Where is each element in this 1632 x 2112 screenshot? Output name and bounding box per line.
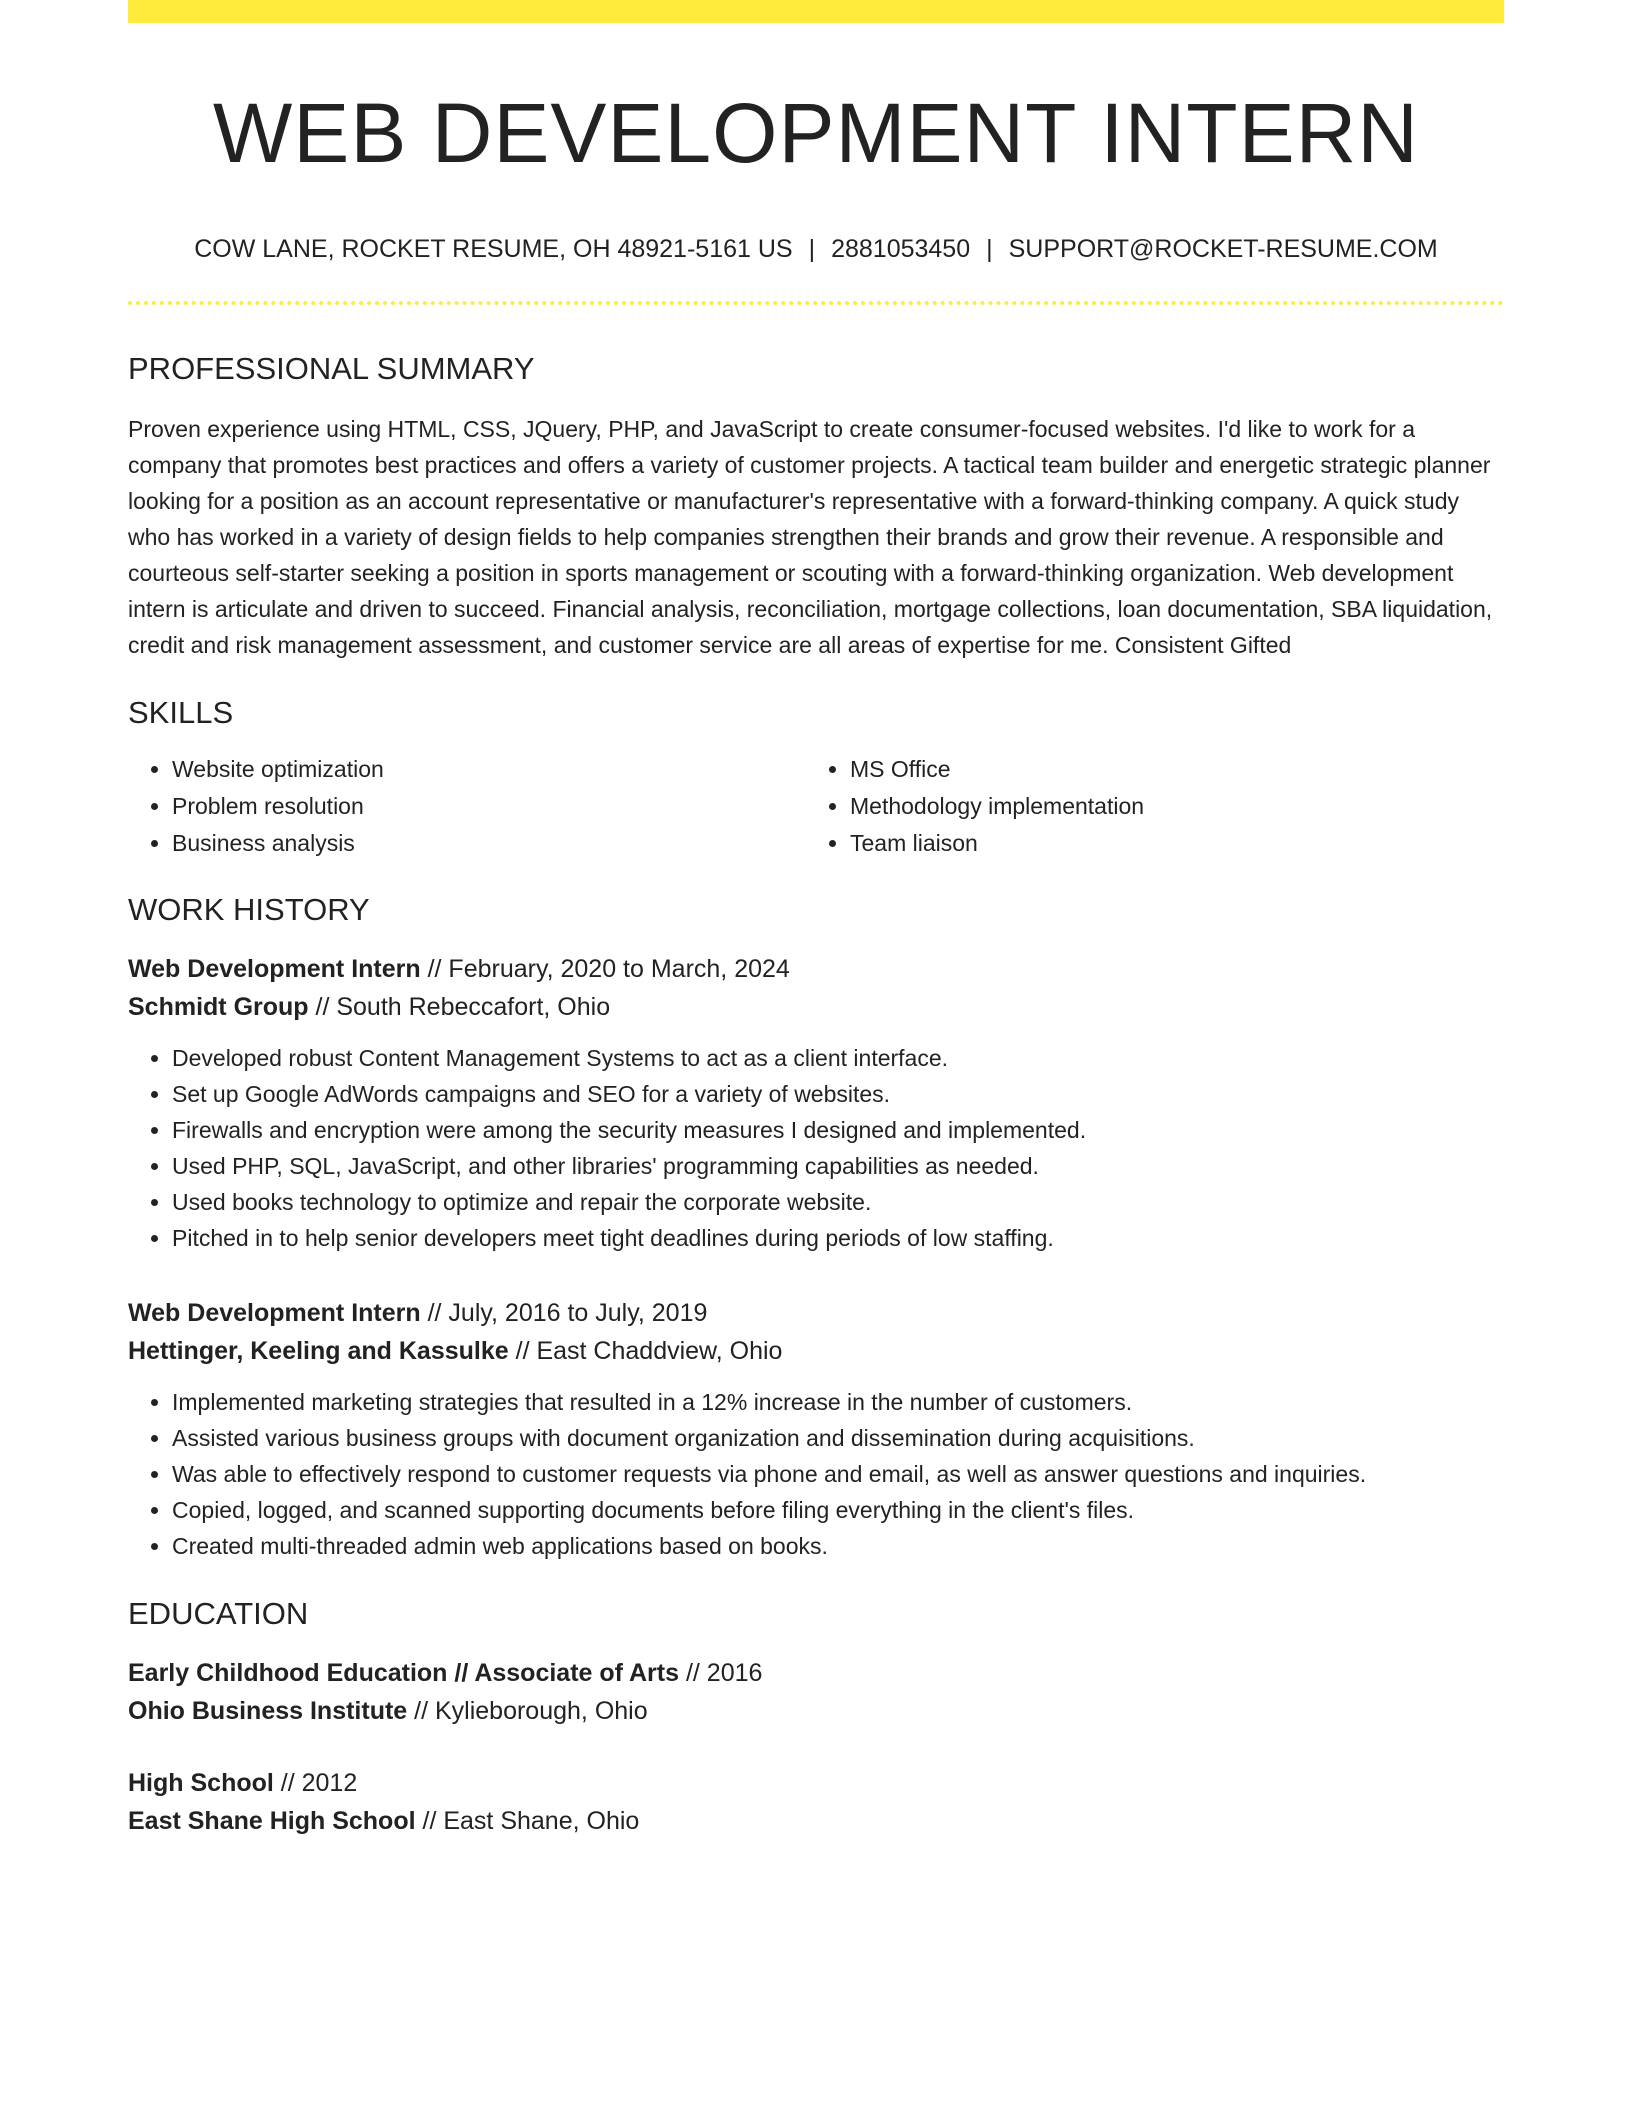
summary-heading: PROFESSIONAL SUMMARY: [128, 351, 535, 386]
skill-item: • MS Office: [850, 751, 1484, 788]
skill-item: • Problem resolution: [172, 788, 806, 825]
contact-email: SUPPORT@ROCKET-RESUME.COM: [1008, 235, 1438, 263]
skills-column-left: [128, 751, 806, 862]
job-company-line: [128, 1332, 1504, 1370]
education-year: // 2012: [273, 1769, 358, 1797]
job-bullet: • Copied, logged, and scanned supporting documents before filing everything in the client's files.: [172, 1492, 1504, 1528]
education-heading: EDUCATION: [128, 1596, 309, 1631]
job-bullet: • Developed robust Content Management Systems to act as a client interface.: [172, 1040, 1504, 1076]
education-school: Ohio Business Institute: [128, 1697, 408, 1725]
job-bullet: • Used books technology to optimize and repair the corporate website.: [172, 1184, 1504, 1220]
education-school-line: [128, 1802, 1504, 1840]
contact-address: COW LANE, ROCKET RESUME, OH 48921-5161 US: [194, 235, 793, 263]
contact-line: [128, 233, 1504, 265]
job-company: Hettinger, Keeling and Kassulke: [128, 1337, 509, 1365]
education-degree-line: [128, 1764, 1504, 1802]
contact-separator: |: [808, 235, 816, 263]
education-school: East Shane High School: [128, 1807, 416, 1835]
job-entry: [128, 1294, 1504, 1564]
job-title: Web Development Intern: [128, 1299, 421, 1327]
skills-column-right: [806, 751, 1484, 862]
job-company-line: [128, 988, 1504, 1026]
job-title-line: [128, 1294, 1504, 1332]
education-degree: Early Childhood Education // Associate of Arts: [128, 1659, 680, 1687]
job-bullet: • Firewalls and encryption were among the security measures I designed and implemented.: [172, 1112, 1504, 1148]
resume-page: [128, 0, 1504, 1840]
skill-item: • Business analysis: [172, 825, 806, 862]
skill-item: • Methodology implementation: [850, 788, 1484, 825]
work-history-heading: WORK HISTORY: [128, 892, 370, 927]
education-location: // East Shane, Ohio: [415, 1807, 640, 1835]
job-bullet: • Used PHP, SQL, JavaScript, and other libraries' programming capabilities as needed.: [172, 1148, 1504, 1184]
job-entry: [128, 950, 1504, 1256]
resume-title: WEB DEVELOPMENT INTERN: [213, 86, 1419, 180]
job-bullet: • Implemented marketing strategies that resulted in a 12% increase in the number of customers.: [172, 1384, 1504, 1420]
skill-item: • Website optimization: [172, 751, 806, 788]
job-bullets: [128, 1040, 1504, 1256]
accent-bar: [128, 0, 1504, 23]
education-school-line: [128, 1692, 1504, 1730]
skill-item: • Team liaison: [850, 825, 1484, 862]
job-bullet: • Assisted various business groups with document organization and dissemination during acquisitions.: [172, 1420, 1504, 1456]
dotted-divider: [128, 301, 1504, 305]
skills-list: [128, 751, 1504, 862]
job-location: // East Chaddview, Ohio: [508, 1337, 783, 1365]
job-bullet: • Set up Google AdWords campaigns and SEO for a variety of websites.: [172, 1076, 1504, 1112]
job-bullet: • Pitched in to help senior developers meet tight deadlines during periods of low staffing.: [172, 1220, 1504, 1256]
job-bullet: • Created multi-threaded admin web applications based on books.: [172, 1528, 1504, 1564]
job-bullet: • Was able to effectively respond to customer requests via phone and email, as well as answer questions and inquiries.: [172, 1456, 1504, 1492]
education-degree: High School: [128, 1769, 274, 1797]
job-bullets: [128, 1384, 1504, 1564]
summary-text: Proven experience using HTML, CSS, JQuery, PHP, and JavaScript to create consumer-focused websites. I'd like to work for a company that promotes best practices and offers a variety of customer projects. A tactical team builder and energetic strategic planner looking for a position as an account representative or manufacturer's representative with a forward-thinking company. A quick study who has worked in a variety of design fields to help companies strengthen their brands and grow their revenue. A responsible and courteous self-starter seeking a position in sports management or scouting with a forward-thinking organization. Web development intern is articulate and driven to succeed. Financial analysis, reconciliation, mortgage collections, loan documentation, SBA liquidation, credit and risk management assessment, and customer service are all areas of expertise for me. Consistent Gifted: [128, 416, 1493, 658]
job-dates: // February, 2020 to March, 2024: [420, 955, 790, 983]
job-title-line: [128, 950, 1504, 988]
skills-heading: SKILLS: [128, 695, 234, 730]
job-location: // South Rebeccafort, Ohio: [308, 993, 611, 1021]
education-degree-line: [128, 1654, 1504, 1692]
education-year: // 2016: [679, 1659, 763, 1687]
contact-separator: |: [986, 235, 993, 263]
education-location: // Kylieborough, Ohio: [407, 1697, 648, 1725]
education-entry: [128, 1764, 1504, 1840]
education-entry: [128, 1654, 1504, 1730]
job-title: Web Development Intern: [128, 955, 421, 983]
contact-phone: 2881053450: [831, 235, 971, 263]
job-dates: // July, 2016 to July, 2019: [420, 1299, 708, 1327]
job-company: Schmidt Group: [128, 993, 309, 1021]
